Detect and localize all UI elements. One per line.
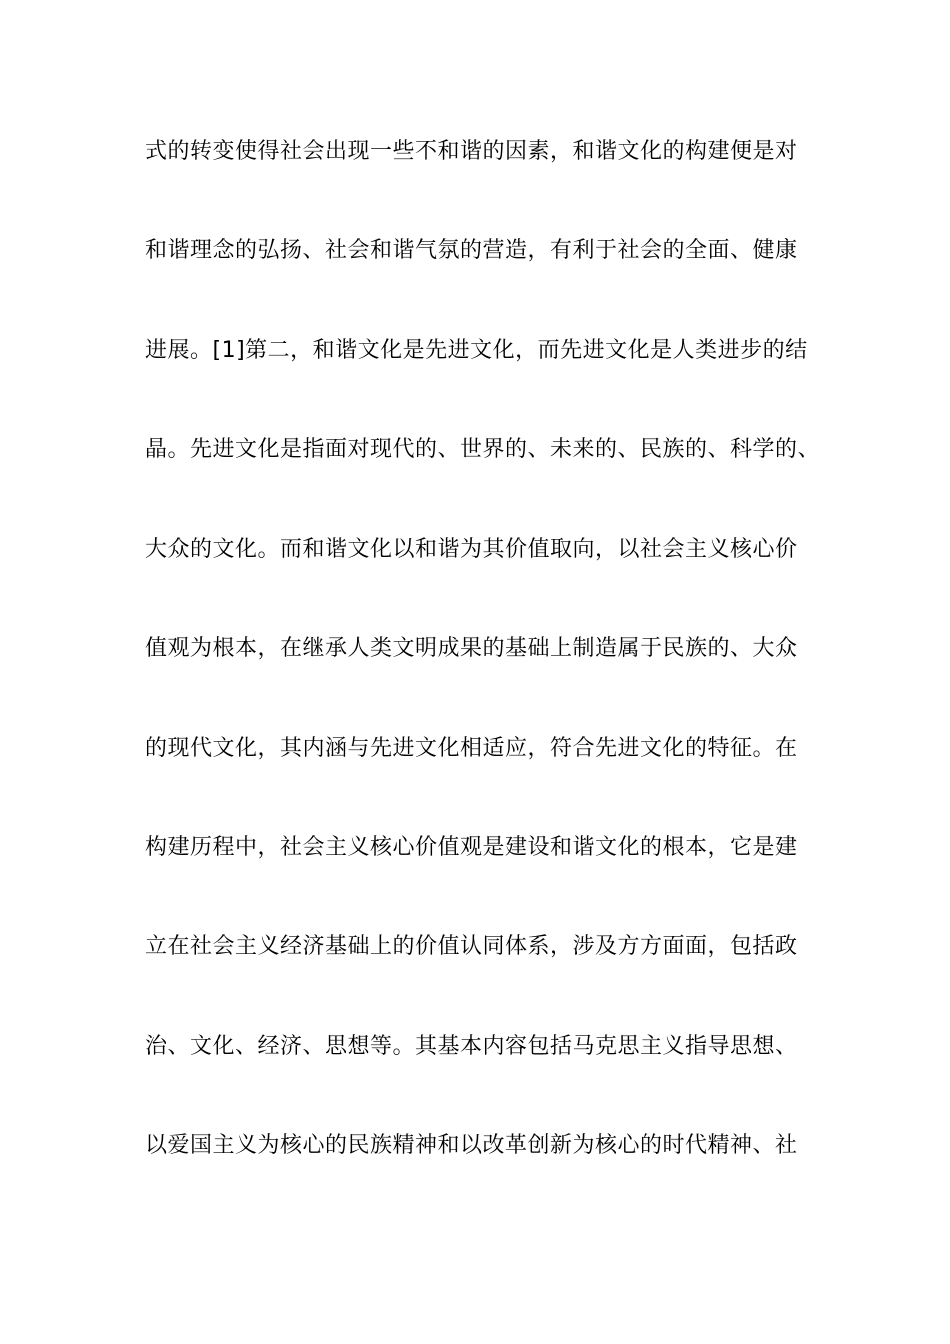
- text-line: 晶。先进文化是指面对现代的、世界的、未来的、民族的、科学的、: [145, 437, 821, 462]
- text-line: 和谐理念的弘扬、社会和谐气氛的营造，有利于社会的全面、健康: [145, 238, 798, 263]
- text-line: 的现代文化，其内涵与先进文化相适应，符合先进文化的特征。在: [145, 736, 798, 761]
- text-line: 立在社会主义经济基础上的价值认同体系，涉及方方面面，包括政: [145, 934, 798, 959]
- text-line: 式的转变使得社会出现一些不和谐的因素，和谐文化的构建便是对: [145, 139, 798, 164]
- text-line: 值观为根本，在继承人类文明成果的基础上制造属于民族的、大众: [145, 636, 798, 661]
- text-line: 进展。[1]第二，和谐文化是先进文化，而先进文化是人类进步的结: [145, 338, 808, 363]
- text-line: 大众的文化。而和谐文化以和谐为其价值取向，以社会主义核心价: [145, 537, 798, 562]
- text-line: 治、文化、经济、思想等。其基本内容包括马克思主义指导思想、: [145, 1034, 798, 1059]
- text-line: 以爱国主义为核心的民族精神和以改革创新为核心的时代精神、社: [145, 1133, 798, 1158]
- text-line: 构建历程中，社会主义核心价值观是建设和谐文化的根本，它是建: [145, 835, 798, 860]
